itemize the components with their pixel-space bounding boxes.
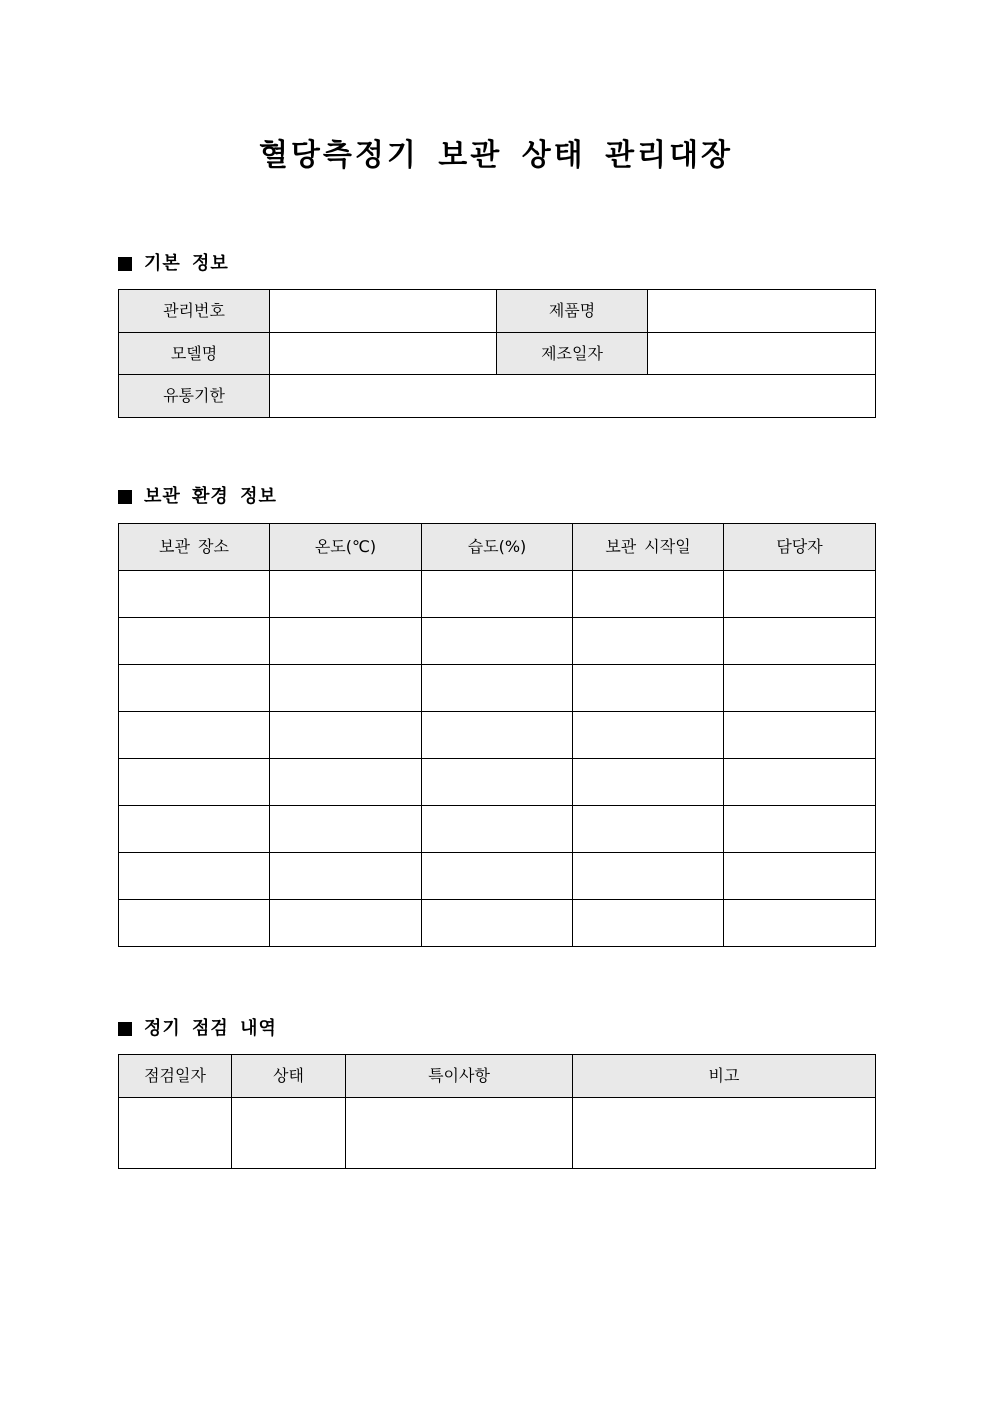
column-header-temperature: 온도(℃) bbox=[270, 524, 422, 571]
table-cell[interactable] bbox=[724, 571, 876, 618]
column-header-status: 상태 bbox=[232, 1055, 346, 1098]
expiry-label: 유통기한 bbox=[119, 375, 270, 418]
table-cell[interactable] bbox=[119, 618, 270, 665]
table-cell[interactable] bbox=[573, 618, 724, 665]
storage-info-table bbox=[118, 523, 876, 947]
table-header-row bbox=[119, 1055, 876, 1098]
column-header-humidity: 습도(%) bbox=[422, 524, 573, 571]
table-cell[interactable] bbox=[422, 665, 573, 712]
table-row bbox=[119, 806, 876, 853]
table-row bbox=[119, 665, 876, 712]
table-row bbox=[119, 375, 876, 418]
table-row bbox=[119, 712, 876, 759]
column-header-location: 보관 장소 bbox=[119, 524, 270, 571]
table-cell[interactable] bbox=[119, 806, 270, 853]
table-cell[interactable] bbox=[119, 900, 270, 947]
manufacture-date-field[interactable] bbox=[648, 333, 876, 375]
column-header-notes: 비고 bbox=[573, 1055, 876, 1098]
product-name-label: 제품명 bbox=[497, 290, 648, 333]
basic-info-heading bbox=[118, 252, 229, 276]
basic-info-title: 기본 정보 bbox=[144, 253, 229, 274]
table-cell[interactable] bbox=[119, 665, 270, 712]
model-name-label: 모델명 bbox=[119, 333, 270, 375]
table-cell[interactable] bbox=[724, 665, 876, 712]
inspection-table bbox=[118, 1054, 876, 1169]
table-cell[interactable] bbox=[724, 759, 876, 806]
table-cell[interactable] bbox=[724, 806, 876, 853]
table-cell[interactable] bbox=[573, 806, 724, 853]
column-header-start-date: 보관 시작일 bbox=[573, 524, 724, 571]
table-row bbox=[119, 333, 876, 375]
table-cell[interactable] bbox=[573, 759, 724, 806]
inspection-table-body bbox=[119, 1098, 876, 1169]
table-cell[interactable] bbox=[724, 712, 876, 759]
column-header-inspection-date: 점검일자 bbox=[119, 1055, 232, 1098]
table-row bbox=[119, 900, 876, 947]
expiry-field[interactable] bbox=[270, 375, 876, 418]
table-cell[interactable] bbox=[422, 806, 573, 853]
table-row bbox=[119, 1098, 876, 1169]
table-cell[interactable] bbox=[119, 853, 270, 900]
inspection-heading bbox=[118, 1017, 277, 1041]
table-cell[interactable] bbox=[573, 900, 724, 947]
table-cell[interactable] bbox=[573, 853, 724, 900]
table-cell[interactable] bbox=[270, 853, 422, 900]
table-cell[interactable] bbox=[270, 618, 422, 665]
table-cell[interactable] bbox=[573, 665, 724, 712]
inspection-title: 정기 점검 내역 bbox=[144, 1018, 277, 1039]
table-row bbox=[119, 759, 876, 806]
table-cell[interactable] bbox=[119, 712, 270, 759]
model-name-field[interactable] bbox=[270, 333, 497, 375]
table-cell[interactable] bbox=[422, 900, 573, 947]
column-header-manager: 담당자 bbox=[724, 524, 876, 571]
column-header-remarks: 특이사항 bbox=[346, 1055, 573, 1098]
page-title: 혈당측정기 보관 상태 관리대장 bbox=[258, 138, 734, 173]
table-cell[interactable] bbox=[270, 665, 422, 712]
table-cell[interactable] bbox=[422, 759, 573, 806]
table-row bbox=[119, 571, 876, 618]
table-row bbox=[119, 290, 876, 333]
table-cell[interactable] bbox=[270, 571, 422, 618]
basic-info-table bbox=[118, 289, 876, 418]
table-cell[interactable] bbox=[119, 571, 270, 618]
product-name-field[interactable] bbox=[648, 290, 876, 333]
table-cell[interactable] bbox=[573, 1098, 876, 1169]
table-cell[interactable] bbox=[119, 759, 270, 806]
square-bullet-icon bbox=[118, 490, 132, 504]
square-bullet-icon bbox=[118, 1022, 132, 1036]
table-cell[interactable] bbox=[724, 853, 876, 900]
table-cell[interactable] bbox=[270, 900, 422, 947]
table-row bbox=[119, 853, 876, 900]
manufacture-date-label: 제조일자 bbox=[497, 333, 648, 375]
table-cell[interactable] bbox=[422, 571, 573, 618]
storage-table-body bbox=[119, 571, 876, 947]
table-cell[interactable] bbox=[724, 618, 876, 665]
table-cell[interactable] bbox=[270, 806, 422, 853]
table-row bbox=[119, 618, 876, 665]
table-cell[interactable] bbox=[270, 712, 422, 759]
table-cell[interactable] bbox=[119, 1098, 232, 1169]
storage-info-heading bbox=[118, 485, 277, 509]
table-cell[interactable] bbox=[422, 618, 573, 665]
table-cell[interactable] bbox=[422, 712, 573, 759]
table-cell[interactable] bbox=[270, 759, 422, 806]
management-no-label: 관리번호 bbox=[119, 290, 270, 333]
table-cell[interactable] bbox=[346, 1098, 573, 1169]
management-no-field[interactable] bbox=[270, 290, 497, 333]
square-bullet-icon bbox=[118, 257, 132, 271]
storage-info-title: 보관 환경 정보 bbox=[144, 486, 277, 507]
table-cell[interactable] bbox=[573, 712, 724, 759]
table-header-row bbox=[119, 524, 876, 571]
table-cell[interactable] bbox=[422, 853, 573, 900]
table-cell[interactable] bbox=[232, 1098, 346, 1169]
table-cell[interactable] bbox=[724, 900, 876, 947]
table-cell[interactable] bbox=[573, 571, 724, 618]
